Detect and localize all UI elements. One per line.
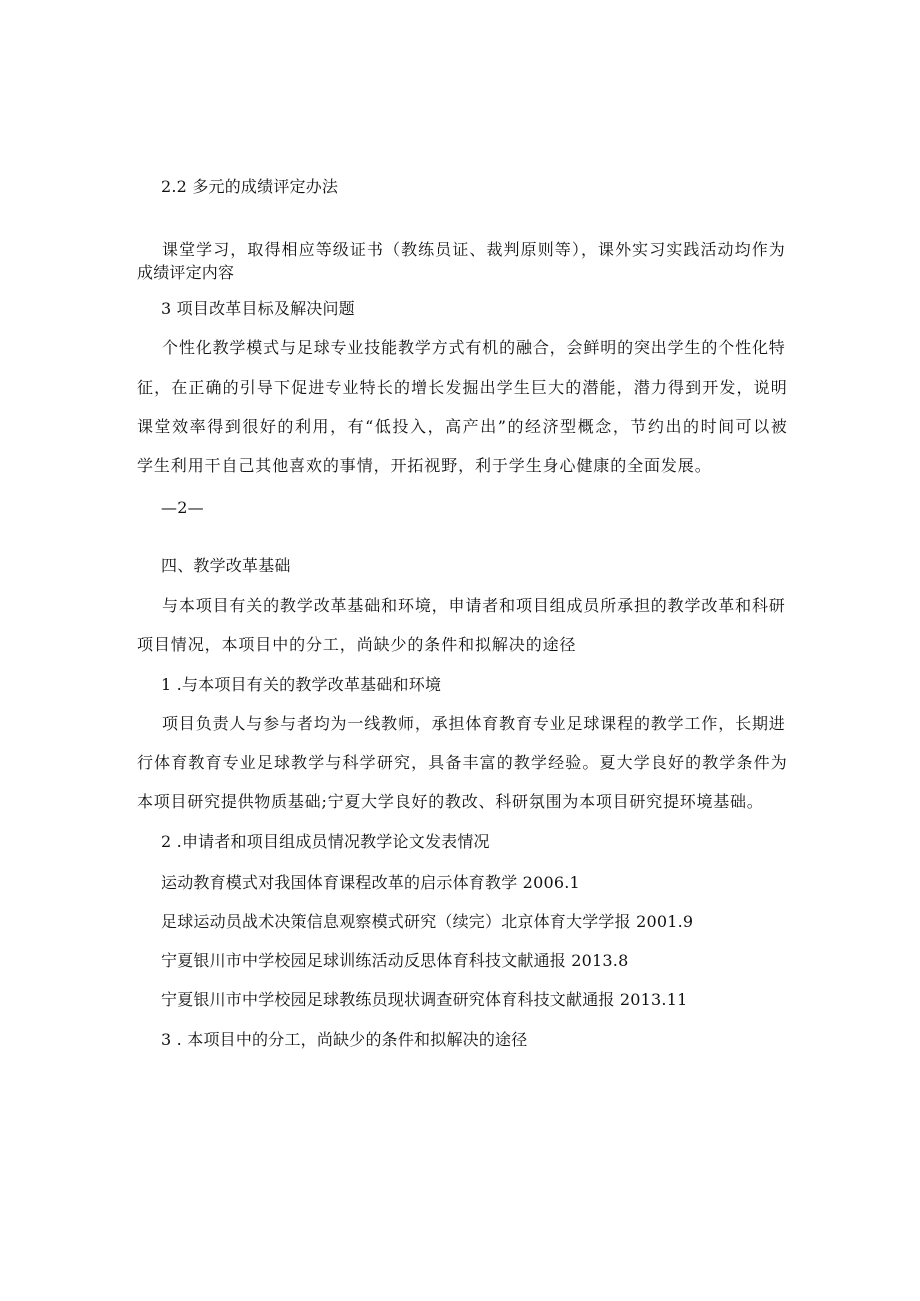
section-2-2-paragraph-line: 成绩评定内容 xyxy=(137,263,235,282)
paper-list-item: 运动教育模式对我国体育课程改革的启示体育教学 2006.1 xyxy=(161,873,580,892)
section-3-paragraph-line: 征，在正确的引导下促进专业特长的增长发掘出学生巨大的潜能，潜力得到开发，说明 xyxy=(137,378,787,397)
section-2-2-heading: 2.2 多元的成绩评定办法 xyxy=(161,177,339,196)
item-1-paragraph-line: 项目负责人与参与者均为一线教师，承担体育教育专业足球课程的教学工作，长期进 xyxy=(162,714,785,733)
paper-list-item: 宁夏银川市中学校园足球教练员现状调查研究体育科技文献通报 2013.11 xyxy=(161,990,688,1009)
section-3-heading: 3 项目改革目标及解决问题 xyxy=(161,299,355,318)
page-number: —2— xyxy=(161,498,204,517)
paper-list-item: 宁夏银川市中学校园足球训练活动反思体育科技文献通报 2013.8 xyxy=(161,951,629,970)
paper-list-item: 足球运动员战术决策信息观察模式研究（续完）北京体育大学学报 2001.9 xyxy=(161,912,694,931)
item-2-heading: 2 .申请者和项目组成员情况教学论文发表情况 xyxy=(161,832,490,851)
item-1-paragraph-line: 行体育教育专业足球教学与科学研究，具备丰富的教学经验。夏大学良好的教学条件为 xyxy=(137,753,787,772)
item-1-heading: 1 .与本项目有关的教学改革基础和环境 xyxy=(161,675,442,694)
section-4-intro-line: 项目情况，本项目中的分工，尚缺少的条件和拟解决的途径 xyxy=(137,635,577,654)
section-3-paragraph-line: 课堂效率得到很好的利用，有“低投入，高产出”的经济型概念，节约出的时间可以被 xyxy=(137,417,787,436)
item-1-paragraph-line: 本项目研究提供物质基础;宁夏大学良好的教改、科研氛围为本项目研究提环境基础。 xyxy=(137,792,763,811)
section-3-paragraph-line: 个性化教学模式与足球专业技能教学方式有机的融合，会鲜明的突出学生的个性化特 xyxy=(162,338,785,357)
section-4-intro-line: 与本项目有关的教学改革基础和环境，申请者和项目组成员所承担的教学改革和科研 xyxy=(162,596,785,615)
section-3-paragraph-line: 学生利用干自己其他喜欢的事情，开拓视野，利于学生身心健康的全面发展。 xyxy=(137,456,712,475)
section-2-2-paragraph-line: 课堂学习，取得相应等级证书（教练员证、裁判原则等），课外实习实践活动均作为 xyxy=(162,240,785,259)
item-3-heading: 3 . 本项目中的分工，尚缺少的条件和拟解决的途径 xyxy=(161,1030,528,1049)
section-4-heading: 四、教学改革基础 xyxy=(161,556,291,575)
